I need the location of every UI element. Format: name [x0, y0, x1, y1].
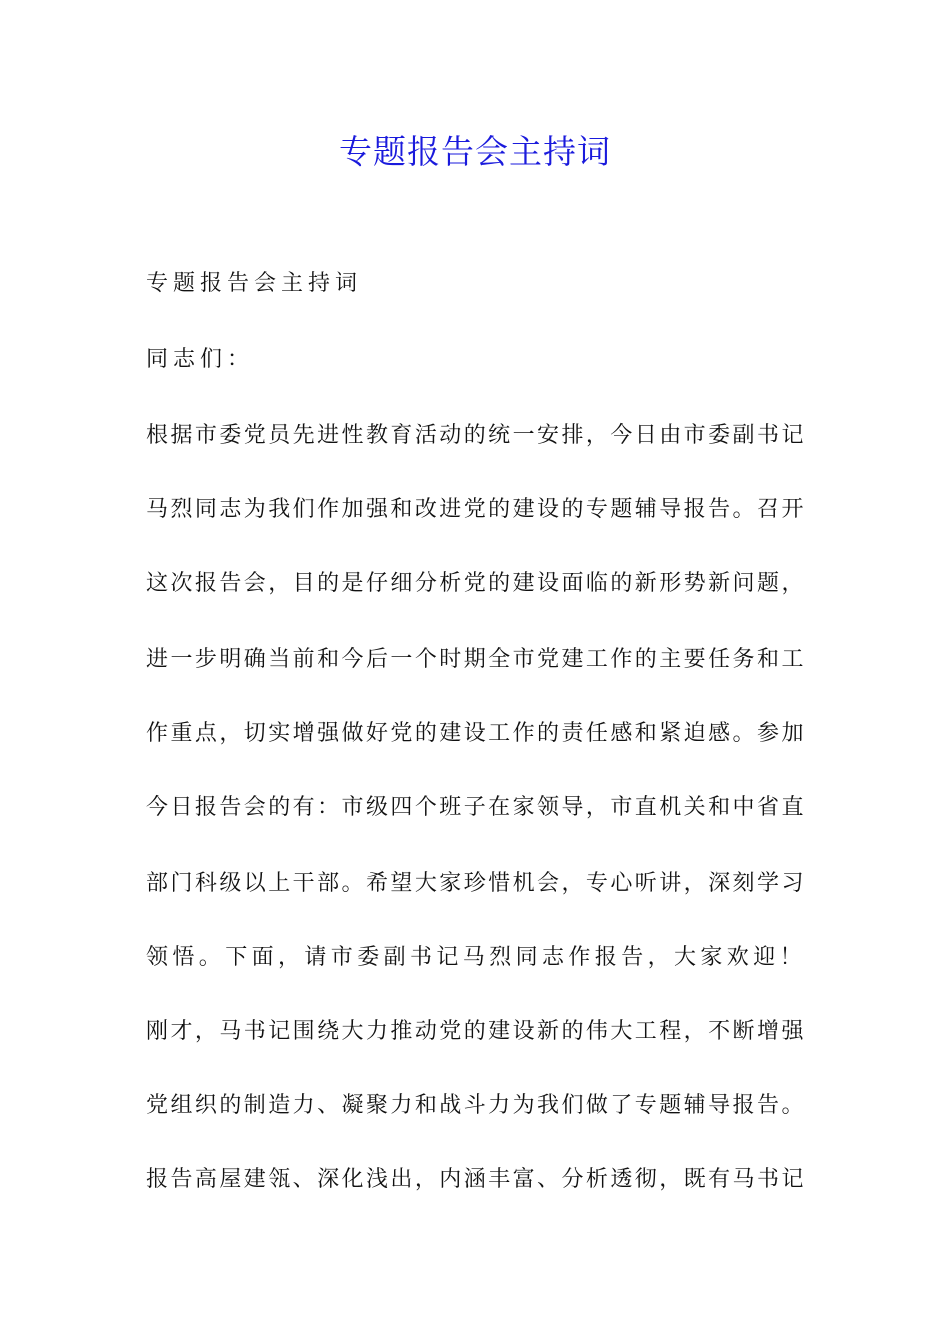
- body-line: 领悟。下面，请市委副书记马烈同志作报告，大家欢迎！: [146, 945, 807, 970]
- body-line: 党组织的制造力、凝聚力和战斗力为我们做了专题辅导报告。: [146, 1093, 806, 1118]
- body-line: 根据市委党员先进性教育活动的统一安排，今日由市委副书记: [146, 423, 806, 448]
- body-line: 今日报告会的有：市级四个班子在家领导，市直机关和中省直: [146, 795, 806, 820]
- body-line: 这次报告会，目的是仔细分析党的建设面临的新形势新问题，: [146, 571, 806, 596]
- body-line: 作重点，切实增强做好党的建设工作的责任感和紧迫感。参加: [146, 721, 806, 746]
- body-line: 刚才，马书记围绕大力推动党的建设新的伟大工程，不断增强: [146, 1019, 806, 1044]
- body-line: 专题报告会主持词: [146, 271, 363, 296]
- body-line: 报告高屋建瓴、深化浅出，内涵丰富、分析透彻，既有马书记: [146, 1167, 806, 1192]
- body-line: 马烈同志为我们作加强和改进党的建设的专题辅导报告。召开: [146, 497, 806, 522]
- body-line: 部门科级以上干部。希望大家珍惜机会，专心听讲，深刻学习: [146, 871, 806, 896]
- body-line: 同志们：: [146, 347, 255, 372]
- document-title: 专题报告会主持词: [339, 132, 611, 171]
- body-line: 进一步明确当前和今后一个时期全市党建工作的主要任务和工: [146, 647, 806, 672]
